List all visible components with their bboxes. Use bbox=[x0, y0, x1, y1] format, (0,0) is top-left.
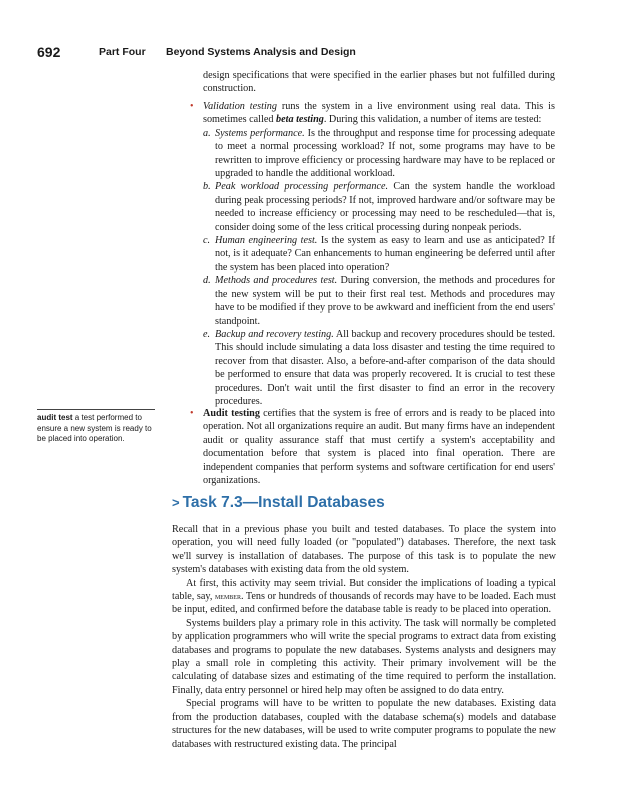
audit-term: Audit testing bbox=[203, 408, 260, 419]
task-title: Task 7.3—Install Databases bbox=[182, 494, 385, 511]
page-number: 692 bbox=[37, 44, 61, 60]
audit-paragraph: Audit testing certifies that the system is free of errors and is ready to be placed into operation. Not all organizations require an audit. But many firms have an independent audit or quality assurance staff that must certify a system's acceptability and documentation before that system is placed into final operation. There are independent companies that perform systems and software certification for end users' organizations. bbox=[203, 408, 556, 487]
list-item: e. Backup and recovery testing. All backup and recovery procedures should be tested. This should include simulating a data loss disaster and testing the time required to recover from that disaster. Also, a before-and-after comparison of the data should be performed to ensure that data was properly recovered. It is crucial to test these procedures. Don't wait until the first disaster to find an error in the recovery procedures. bbox=[203, 328, 556, 407]
main-body bbox=[172, 523, 556, 751]
bullet-icon: • bbox=[190, 408, 194, 419]
part-label: Part Four bbox=[99, 46, 146, 58]
bullet-audit-testing bbox=[190, 407, 555, 487]
validation-term: Validation testing bbox=[203, 101, 277, 112]
list-item: d. Methods and procedures test. During conversion, the methods and procedures for the new system will be put to their first real test. Methods and procedures may have to be modified if they prove to be awkward and inefficient from the end users' standpoint. bbox=[203, 275, 555, 327]
table-name-member: member bbox=[214, 591, 241, 602]
list-item: c. Human engineering test. Is the system as easy to learn and use as anticipated? If not, is it adequate? Can enhancements to human engineering be deferred until after the system has been placed into operation? bbox=[203, 235, 555, 273]
validation-paragraph: Validation testing runs the system in a live environment using real data. This is sometimes called beta testing. During this validation, a number of items are tested: bbox=[203, 101, 555, 126]
continued-text: design specifications that were specified in the earlier phases but not fulfilled during construction. bbox=[203, 70, 555, 95]
chevron-icon: > bbox=[172, 495, 180, 510]
list-item: a. Systems performance. Is the throughput and response time for processing adequate to meet a normal processing workload? If not, some programs may have to be rewritten to improve efficiency or processing hardware may have to be replaced or upgraded to handle the additional workload. bbox=[203, 127, 556, 180]
validation-items bbox=[203, 127, 555, 409]
list-item: b. Peak workload processing performance. Can the system handle the workload during peak processing periods? If not, improved hardware and/or software may be needed to increase efficiency or processing may need to be rescheduled—that is, consider doing some of the less critical processing during nonpeak periods. bbox=[203, 181, 556, 233]
running-header bbox=[37, 44, 597, 60]
margin-rule bbox=[37, 409, 155, 410]
task-heading bbox=[172, 494, 385, 512]
bullet-validation-testing bbox=[190, 100, 555, 408]
margin-term: audit test bbox=[37, 413, 73, 422]
paragraph: At first, this activity may seem trivial. But consider the implications of loading a typical table, say, member. Tens or hundreds of thousands of records may have to be loaded. Each must be input, edited, and confirmed before the database table is ready to be placed into operation. bbox=[172, 577, 556, 616]
paragraph: Systems builders play a primary role in this activity. The task will normally be completed by application programmers who will write the special programs to extract data from existing databases and programs to populate the new databases. Systems analysts and designers may play a small role in completing this activity. Their primary involvement will be the calculating of database sizes and estimating of the time required to perform the installation. Finally, data entry personnel or hired help may often be assigned to do data entry. bbox=[172, 617, 556, 696]
beta-testing-term: beta testing bbox=[276, 114, 324, 126]
margin-definition-text: a test performed to ensure a new system is ready to be placed into operation. bbox=[37, 413, 152, 443]
bullet-icon: • bbox=[190, 101, 194, 112]
margin-definition bbox=[37, 409, 155, 445]
paragraph: Special programs will have to be written to populate the new databases. Existing data from the production databases, coupled with the database schema(s) models and database structures for the new databases, will be used to write computer programs to populate the new databases with restructured existing data. The principal bbox=[172, 698, 556, 750]
section-title: Beyond Systems Analysis and Design bbox=[166, 46, 356, 58]
paragraph: Recall that in a previous phase you built and tested databases. To place the system into operation, you will need fully loaded (or "populated") databases. Therefore, the next task we'll survey is installation of databases. The purpose of this task is to populate the new system's databases with existing data from the old system. bbox=[172, 524, 556, 576]
